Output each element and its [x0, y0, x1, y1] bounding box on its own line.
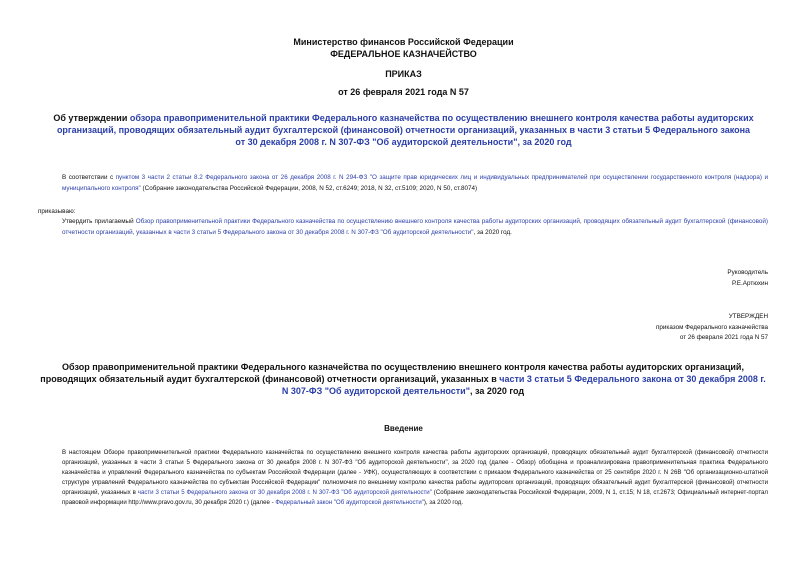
intro-heading: Введение	[384, 424, 423, 433]
approved-block	[468, 312, 768, 344]
approved-label: УТВЕРЖДЕН	[728, 313, 768, 320]
approved-line-2: от 26 февраля 2021 года N 57	[679, 334, 768, 341]
intro-audit-law-link[interactable]: Федеральный закон "Об аудиторской деятельности"	[275, 499, 424, 507]
preamble-text-2: (Собрание законодательства Российской Федерации, 2008, N 52, ст.6249; 2018, N 32, ст.5109; 2020, N 50, ст.8074)	[140, 184, 478, 192]
intro-text-3: ), за 2020 год.	[423, 499, 464, 507]
review-title-text-1: Обзор правоприменительной практики Федерального казначейства по осуществлению внешнего контроля качества работы аудиторских организаций, проводящих обязательный аудит бухгалтерской (финансовой) отчетности организаций, указанных в	[40, 362, 744, 384]
ministry-name: Министерство финансов Российской Федерации	[293, 37, 514, 47]
order-paragraph	[38, 217, 768, 238]
preamble-text-1: В соответствии с	[62, 174, 116, 181]
doc-type: ПРИКАЗ	[385, 69, 422, 79]
intro-text-1: В настоящем Обзоре правоприменительной практики Федерального казначейства по осуществлению внешнего контроля качества работы аудиторских организаций, проводящих обязательный аудит бухгалтерской (финансовой) отчетности организаций, указанных в части 3 статьи 5 Федерального закона от 30 декабря 2008 г. N 307-ФЗ "Об аудиторской деятельности", за 2020 год (далее - Обзор) обобщена и проанализирована правоприменительная практика Федерального казначейства и управлений Федерального казначейства по субъектам Российской Федерации (далее - УФК), осуществляющих в соответствии с приказом Федерального казначейства от 25 сентября 2020 г. N 26В "Об организационно-штатной структуре управлений Федерального казначейства по субъектам Российской Федерации" полномочия по внешнему контролю качества работы аудиторских организаций, проводящих обязательный аудит бухгалтерской (финансовой) отчетности организаций, указанных в	[62, 449, 768, 497]
order-label: приказываю:	[38, 208, 76, 215]
signature-block	[468, 268, 768, 289]
review-title-text-2: , за 2020 год	[469, 386, 525, 396]
order-date: от 26 февраля 2021 года N 57	[338, 87, 469, 97]
order-text-1: Утвердить прилагаемый	[62, 218, 136, 225]
signature-role: Руководитель	[727, 269, 768, 276]
intro-paragraph	[38, 448, 768, 509]
treasury-name: ФЕДЕРАЛЬНОЕ КАЗНАЧЕЙСТВО	[330, 49, 477, 59]
review-title-law-link[interactable]: части 3 статьи 5 Федерального закона от 30 декабря 2008 г. N 307-ФЗ "Об аудиторской деятельности"	[281, 374, 766, 396]
approved-line-1: приказом Федерального казначейства	[656, 323, 768, 331]
intro-law-link[interactable]: части 3 статьи 5 Федерального закона от 30 декабря 2008 г. N 307-ФЗ "Об аудиторской деятельности"	[137, 489, 432, 497]
order-text-2: , за 2020 год.	[473, 228, 512, 236]
preamble-law-link[interactable]: пунктом 3 части 2 статьи 8.2 Федерального закона от 26 декабря 2008 г. N 294-ФЗ "О защите прав юридических лиц и индивидуальных предпринимателей при осуществлении государственного контроля (надзора) и муниципального контроля"	[62, 174, 769, 192]
review-title	[38, 361, 768, 397]
order-review-link[interactable]: Обзор правоприменительной практики Федерального казначейства по осуществлению внешнего контроля качества работы аудиторских организаций, проводящих обязательный аудит бухгалтерской (финансовой) отчетности организаций, указанных в части 3 статьи 5 Федерального закона от 30 декабря 2008 г. N 307-ФЗ "Об аудиторской деятельности"	[62, 218, 769, 236]
signature-name: Р.Е.Артюхин	[732, 279, 768, 287]
title-review-link[interactable]: обзора правоприменительной практики Федерального казначейства по осуществлению внешнего контроля качества работы аудиторских организаций, проводящих обязательный аудит бухгалтерской (финансовой) отчетности организаций, указанных в части 3 статьи 5 Федерального закона от 30 декабря 2008 г. N 307-ФЗ "Об аудиторской деятельности", за 2020 год	[56, 113, 754, 147]
intro-text-2: (Собрание законодательства Российской Федерации, 2009, N 1, ст.15; N 18, ст.2673; Официальный интернет-портал правовой информации http://www.pravo.gov.ru, 30 декабря 2020 г.) (далее -	[62, 489, 768, 507]
title-prefix: Об утверждении	[53, 113, 130, 123]
order-title	[52, 112, 755, 148]
header-block	[150, 36, 657, 60]
preamble-paragraph	[38, 173, 768, 194]
